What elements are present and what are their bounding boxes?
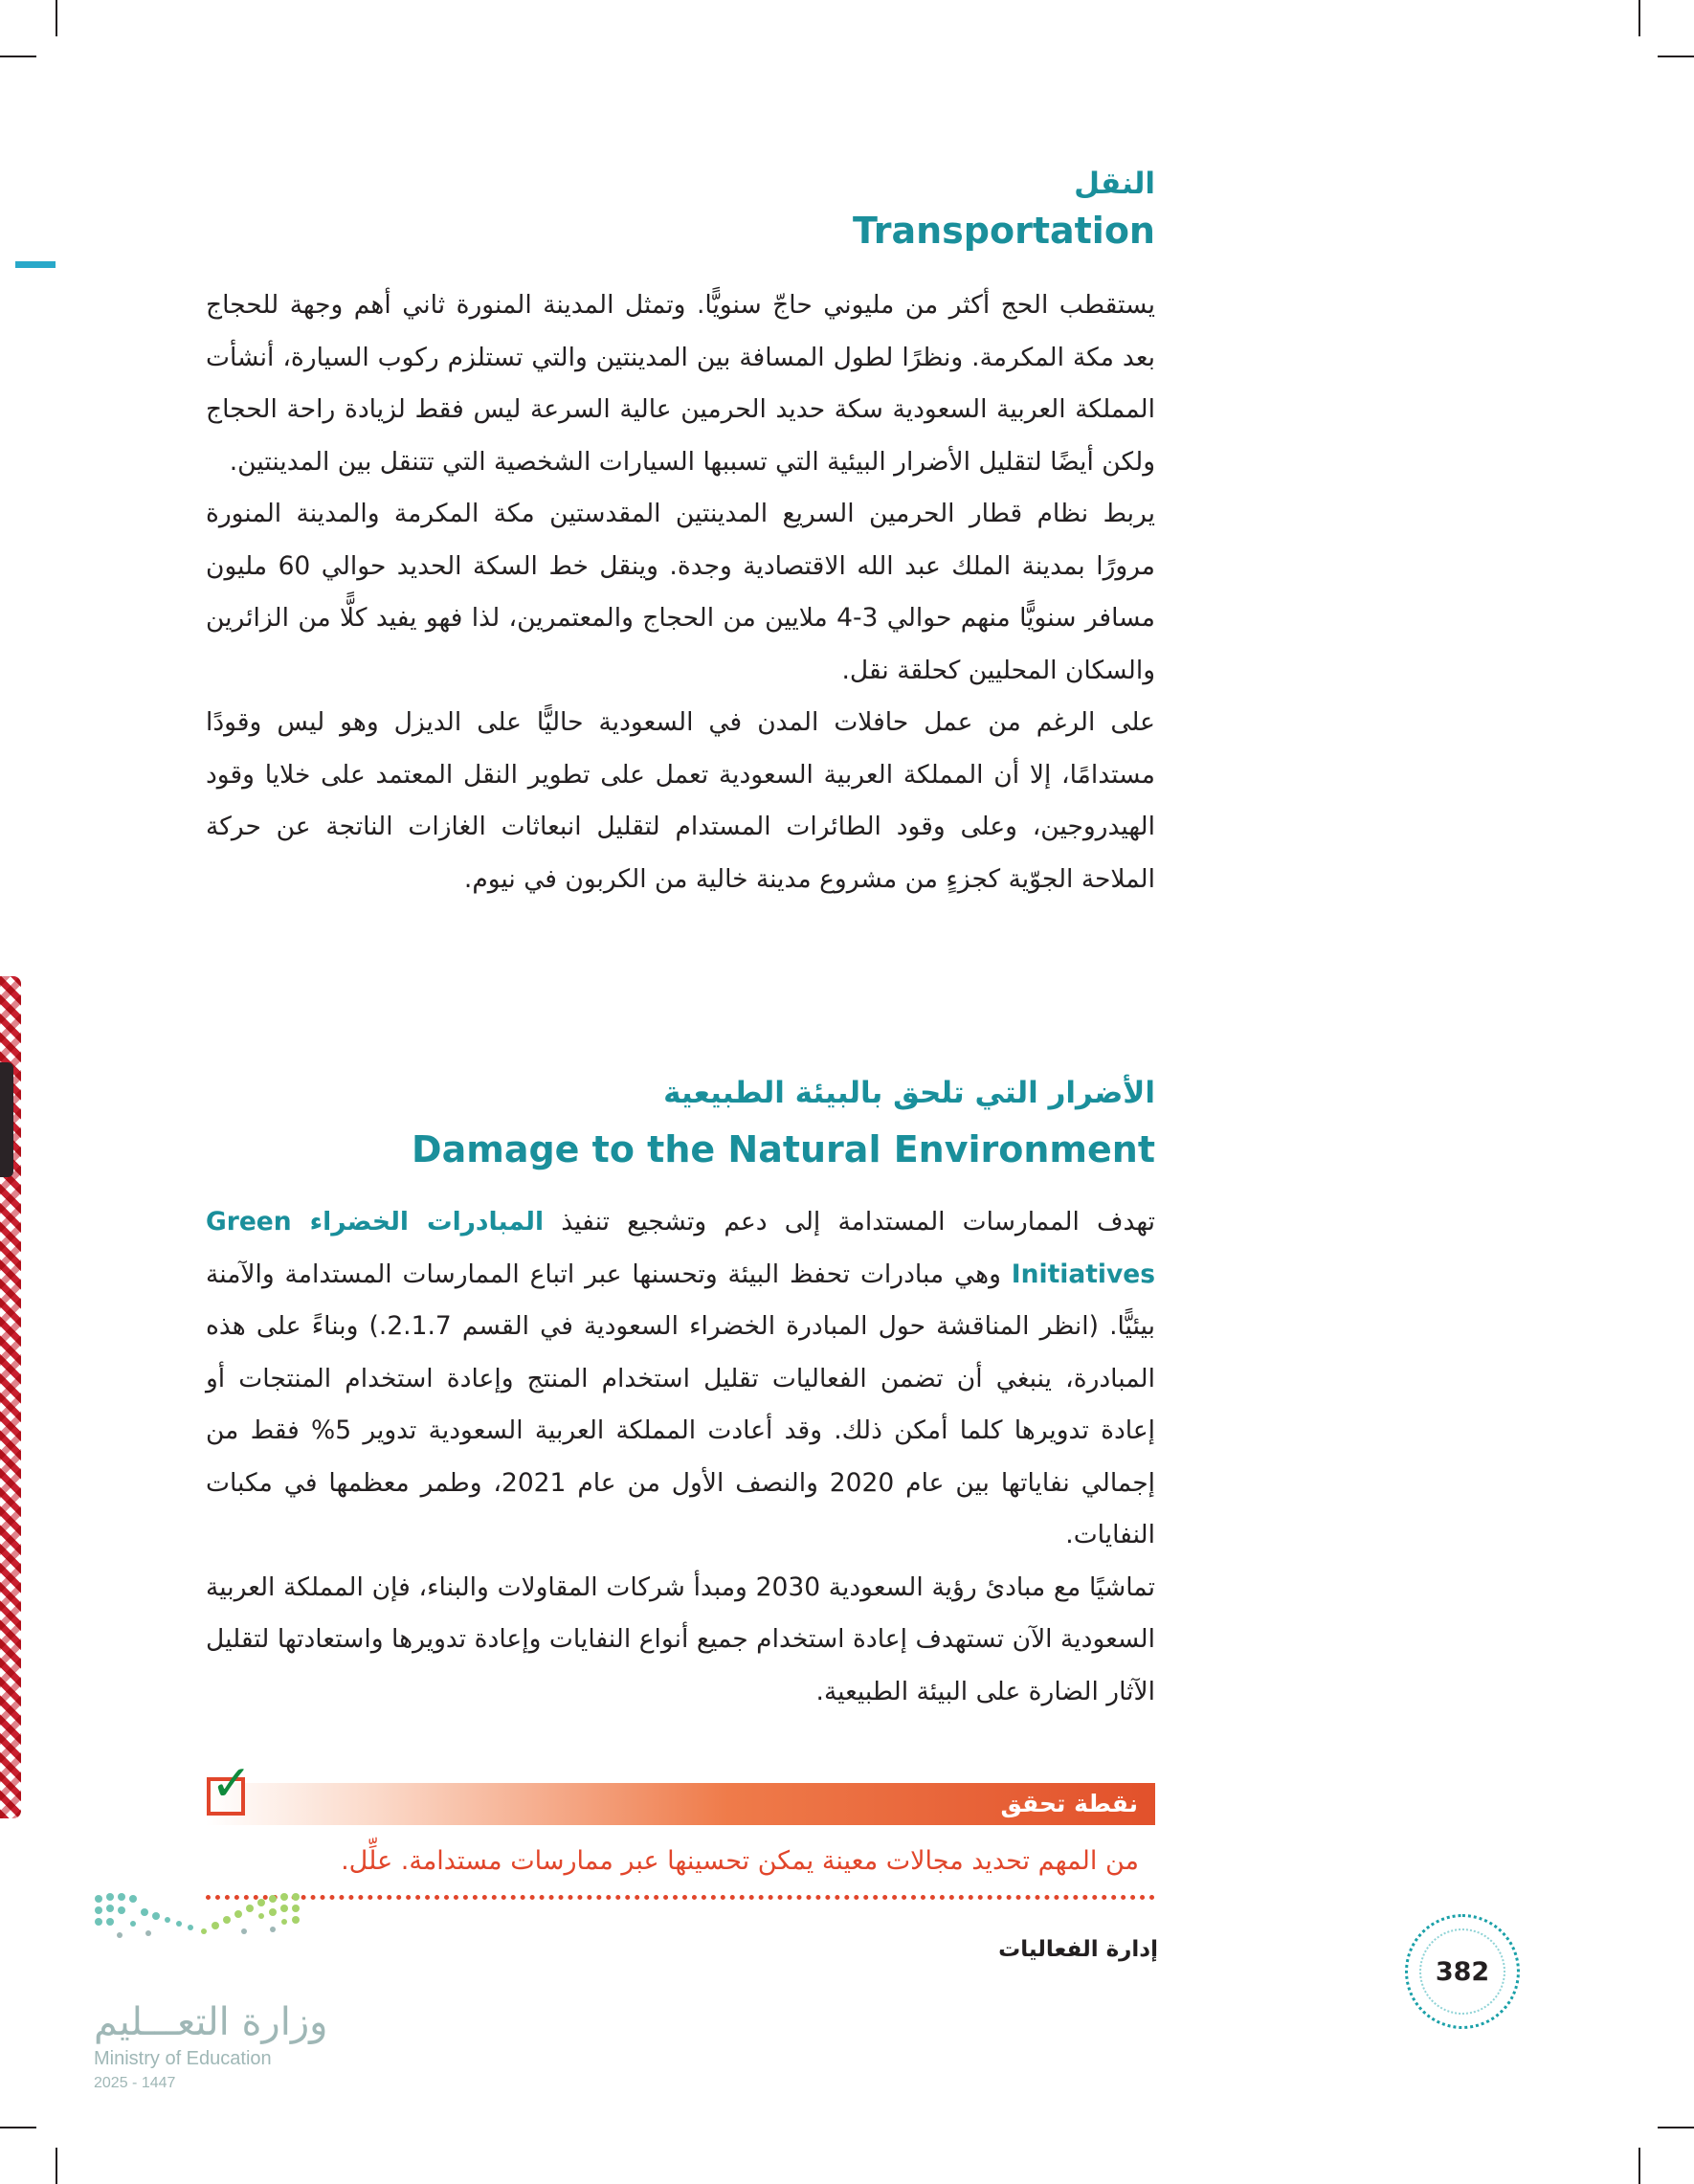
page-number: 382 xyxy=(1419,1928,1505,2015)
transportation-title-en: Transportation xyxy=(852,210,1155,252)
margin-marker xyxy=(15,261,56,268)
green-initiatives-term: المبادرات الخضراء Green Initiatives xyxy=(206,1207,1155,1289)
damage-title-ar: الأضرار التي تلحق بالبيئة الطبيعية xyxy=(663,1076,1155,1110)
crop-mark xyxy=(56,2148,57,2184)
crop-mark xyxy=(1658,2127,1694,2128)
crop-mark xyxy=(1638,2148,1640,2184)
damage-p1-before: تهدف الممارسات المستدامة إلى دعم وتشجيع تنفيذ xyxy=(544,1207,1155,1237)
transport-paragraph-2: يربط نظام قطار الحرمين السريع المدينتين المقدستين مكة المكرمة والمدينة المنورة مرورًا بمدينة الملك عبد الله الاقتصادية وجدة. وينقل خط السكة الحديد حوالي 60 مليون مسافر سنويًّا منهم حوالي 3-4 ملايين من الحجاج والمعتمرين، لذا فهو يفيد كلًّا من الزائرين والسكان المحليين كحلقة نقل. xyxy=(206,499,1155,685)
crop-mark xyxy=(56,0,57,36)
transportation-section xyxy=(206,163,1155,905)
page-number-badge xyxy=(1405,1914,1520,2029)
chapter-title: إدارة الفعاليات xyxy=(998,1937,1158,1962)
damage-paragraph-2: تماشيًا مع مبادئ رؤية السعودية 2030 ومبدأ شركات المقاولات والبناء، فإن المملكة العربية السعودية الآن تستهدف إعادة استخدام جميع أنواع النفايات وإعادة تدويرها واستعادتها لتقليل الآثار الضارة على البيئة الطبيعية. xyxy=(206,1571,1156,1706)
crop-mark xyxy=(1658,56,1694,57)
dotted-divider xyxy=(206,1895,1155,1900)
crop-mark xyxy=(0,2127,36,2128)
side-photo-shadow xyxy=(0,1062,13,1177)
transport-paragraph-3: على الرغم من عمل حافلات المدن في السعودية حاليًّا على الديزل وهو ليس وقودًا مستدامًا، إلا أن المملكة العربية السعودية تعمل على تطوير النقل المعتمد على خلايا وقود الهيدروجين، وعلى وقود الطائرات المستدام لتقليل انبعاثات الغازات الناتجة عن حركة الملاحة الجوّية كجزءٍ من مشروع مدينة خالية من الكربون في نيوم. xyxy=(206,707,1155,894)
checkmark-icon: ✓ xyxy=(211,1755,253,1813)
damage-title-en: Damage to the Natural Environment xyxy=(412,1128,1155,1170)
ministry-name-ar: وزارة التعـــليم xyxy=(94,2000,328,2044)
ministry-year: 2025 - 1447 xyxy=(94,2075,176,2091)
checkpoint-question: من المهم تحديد مجالات معينة يمكن تحسينها عبر ممارسات مستدامة. علِّل. xyxy=(341,1846,1139,1876)
transportation-title-ar: النقل xyxy=(1074,167,1155,201)
damage-p1-after: وهي مبادرات تحفظ البيئة وتحسنها عبر اتباع الممارسات المستدامة والآمنة بيئيًّا. (انظر المناقشة حول المبادرة الخضراء السعودية في القسم 2.1.7.) وبناءً على هذه المبادرة، ينبغي أن تضمن الفعاليات تقليل استخدام المنتج وإعادة استخدام المنتجات أو إعادة تدويرها كلما أمكن ذلك. وقد أعادت المملكة العربية السعودية تدوير 5% فقط من إجمالي نفاياتها بين عام 2020 والنصف الأول من عام 2021، وطمر معظمها في مكبات النفايات. xyxy=(206,1259,1155,1549)
ministry-name-en: Ministry of Education xyxy=(94,2048,272,2069)
damage-paragraph-1 xyxy=(206,1196,1155,1562)
checkpoint-bar xyxy=(206,1783,1155,1825)
damage-section xyxy=(206,1072,1155,1718)
crop-mark xyxy=(1638,0,1640,36)
transport-paragraph-1: يستقطب الحج أكثر من مليوني حاجّ سنويًّا. وتمثل المدينة المنورة ثاني أهم وجهة للحجاج بعد مكة المكرمة. ونظرًا لطول المسافة بين المدينتين والتي تستلزم ركوب السيارة، أنشأت المملكة العربية السعودية سكة حديد الحرمين عالية السرعة ليس فقط لزيادة راحة الحجاج ولكن أيضًا لتقليل الأضرار البيئية التي تسببها السيارات الشخصية التي تتنقل بين المدينتين. xyxy=(206,290,1155,477)
crop-mark xyxy=(0,56,36,57)
checkpoint-title: نقطة تحقق xyxy=(1000,1790,1138,1817)
